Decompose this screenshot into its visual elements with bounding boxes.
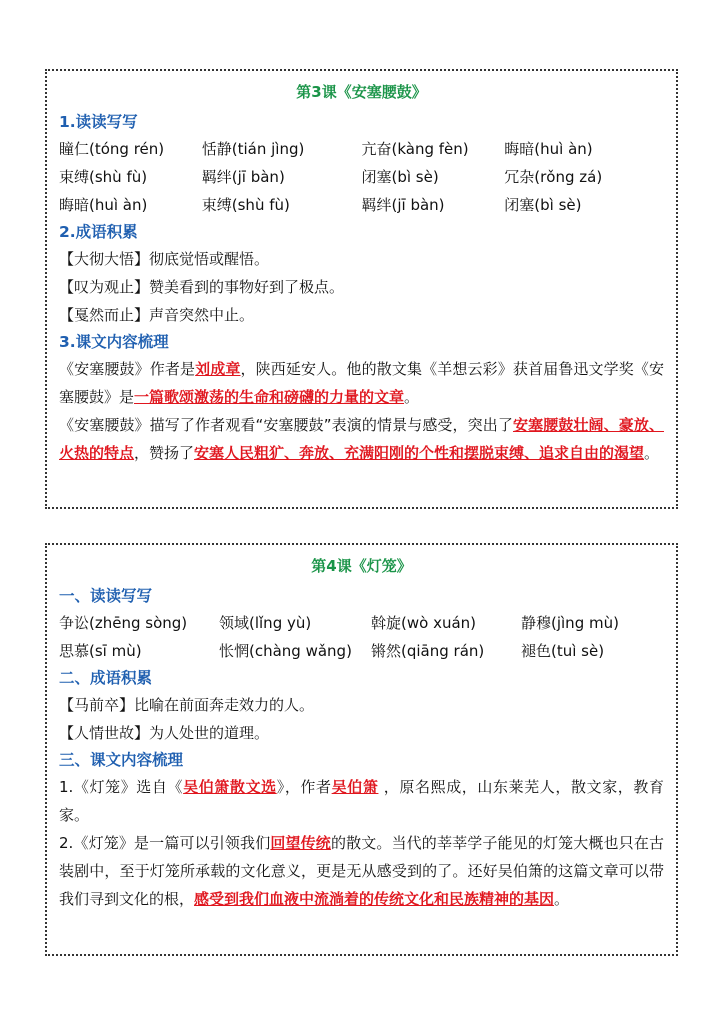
highlight-text: 一篇歌颂激荡的生命和磅礴的力量的文章 <box>134 388 405 406</box>
highlight-text: 感受到我们血液中流淌着的传统文化和民族精神的基因 <box>194 890 555 908</box>
paragraph-text: ，赞扬了 <box>134 444 195 462</box>
vocab-item: 褪色(tuì sè) <box>521 642 605 660</box>
paragraph-text: 。 <box>554 890 570 908</box>
paragraph-text: 1.《灯笼》选自《 <box>59 778 184 796</box>
highlight-text: 吴伯箫散文选 <box>183 778 277 796</box>
vocab-row <box>59 163 664 191</box>
vocab-item: 静穆(jìng mù) <box>521 614 619 632</box>
lesson3-paragraph-2 <box>59 411 664 467</box>
vocab-item: 羁绊(jī bàn) <box>361 196 445 214</box>
lesson3-paragraph-1 <box>59 355 664 411</box>
idiom-term: 【叹为观止】 <box>59 278 150 296</box>
highlight-text: 安塞人民粗犷、奔放、充满阳刚的个性和摆脱束缚、追求自由的渴望 <box>194 444 645 462</box>
lesson3-content-heading: 3.课文内容梳理 <box>59 333 169 351</box>
vocab-item: 冗杂(rǒng zá) <box>504 168 603 186</box>
paragraph-text: ，陕西延安人。他的散文集《羊想云彩》获首届鲁迅文学奖《安塞腰鼓》是 <box>59 360 664 406</box>
vocab-item: 争讼(zhēng sòng) <box>59 614 188 632</box>
paragraph-text: 》，作者 <box>276 778 332 796</box>
idiom-definition: 赞美看到的事物好到了极点。 <box>149 278 345 296</box>
idiom-definition: 声音突然中止。 <box>149 306 255 324</box>
idiom-definition: 比喻在前面奔走效力的人。 <box>134 696 315 714</box>
lesson3-idiom-heading: 2.成语积累 <box>59 223 138 241</box>
idiom-entry <box>59 301 664 329</box>
vocab-item: 亢奋(kàng fèn) <box>361 140 469 158</box>
paragraph-text: 《安塞腰鼓》描写了作者观看“安塞腰鼓”表演的情景与感受，突出了 <box>59 416 513 434</box>
paragraph-text: 2.《灯笼》是一篇可以引领我们 <box>59 834 271 852</box>
vocab-item: 晦暗(huì àn) <box>504 140 593 158</box>
lesson4-paragraph-2 <box>59 829 664 913</box>
vocab-item: 领域(lǐng yù) <box>219 614 312 632</box>
highlight-text: 回望传统 <box>270 834 331 852</box>
lesson3-title: 第3课《安塞腰鼓》 <box>296 83 427 101</box>
paragraph-text: ，原名熙成，山东莱芜人，散文家，教育家。 <box>59 778 664 824</box>
idiom-entry <box>59 719 664 747</box>
paragraph-text: 。 <box>404 388 420 406</box>
idiom-entry <box>59 691 664 719</box>
vocab-item: 瞳仁(tóng rén) <box>59 140 165 158</box>
vocab-item: 恬静(tián jìng) <box>201 140 305 158</box>
paragraph-text: 。 <box>644 444 660 462</box>
vocab-item: 闭塞(bì sè) <box>504 196 582 214</box>
highlight-text: 安塞腰鼓壮阔、豪放、火热的特点 <box>59 416 664 462</box>
idiom-term: 【马前卒】 <box>59 696 135 714</box>
idiom-entry <box>59 245 664 273</box>
lesson3-vocab-heading: 1.读读写写 <box>59 113 138 131</box>
lesson4-idiom-heading: 二、成语积累 <box>59 669 153 687</box>
vocab-item: 锵然(qiāng rán) <box>371 642 485 660</box>
paragraph-text: 《安塞腰鼓》作者是 <box>59 360 196 378</box>
vocab-item: 束缚(shù fù) <box>59 168 148 186</box>
vocab-item: 思慕(sī mù) <box>59 642 142 660</box>
lesson4-card <box>45 543 678 956</box>
highlight-text: 刘成章 <box>195 360 241 378</box>
vocab-row <box>59 191 664 219</box>
vocab-item: 羁绊(jī bàn) <box>201 168 285 186</box>
vocab-row <box>59 135 664 163</box>
vocab-item: 晦暗(huì àn) <box>59 196 148 214</box>
lesson4-vocab-heading: 一、读读写写 <box>59 587 153 605</box>
vocab-row <box>59 637 664 665</box>
idiom-term: 【戛然而止】 <box>59 306 150 324</box>
paragraph-text: 的散文。当代的莘莘学子能见的灯笼大概也只在古装剧中，至于灯笼所承载的文化意义，更是无从感受到的了。还好吴伯箫的这篇文章可以带我们寻到文化的根， <box>59 834 664 908</box>
idiom-term: 【大彻大悟】 <box>59 250 150 268</box>
idiom-definition: 为人处世的道理。 <box>149 724 270 742</box>
vocab-item: 闭塞(bì sè) <box>361 168 439 186</box>
idiom-term: 【人情世故】 <box>59 724 150 742</box>
highlight-text: 吴伯箫 <box>331 778 379 796</box>
lesson3-card <box>45 69 678 509</box>
vocab-row <box>59 609 664 637</box>
idiom-definition: 彻底觉悟或醒悟。 <box>149 250 270 268</box>
vocab-item: 怅惘(chàng wǎng) <box>219 642 352 660</box>
vocab-item: 斡旋(wò xuán) <box>371 614 477 632</box>
lesson4-paragraph-1 <box>59 773 664 829</box>
vocab-item: 束缚(shù fù) <box>201 196 290 214</box>
lesson4-title: 第4课《灯笼》 <box>311 557 412 575</box>
lesson4-content-heading: 三、课文内容梳理 <box>59 751 184 769</box>
idiom-entry <box>59 273 664 301</box>
